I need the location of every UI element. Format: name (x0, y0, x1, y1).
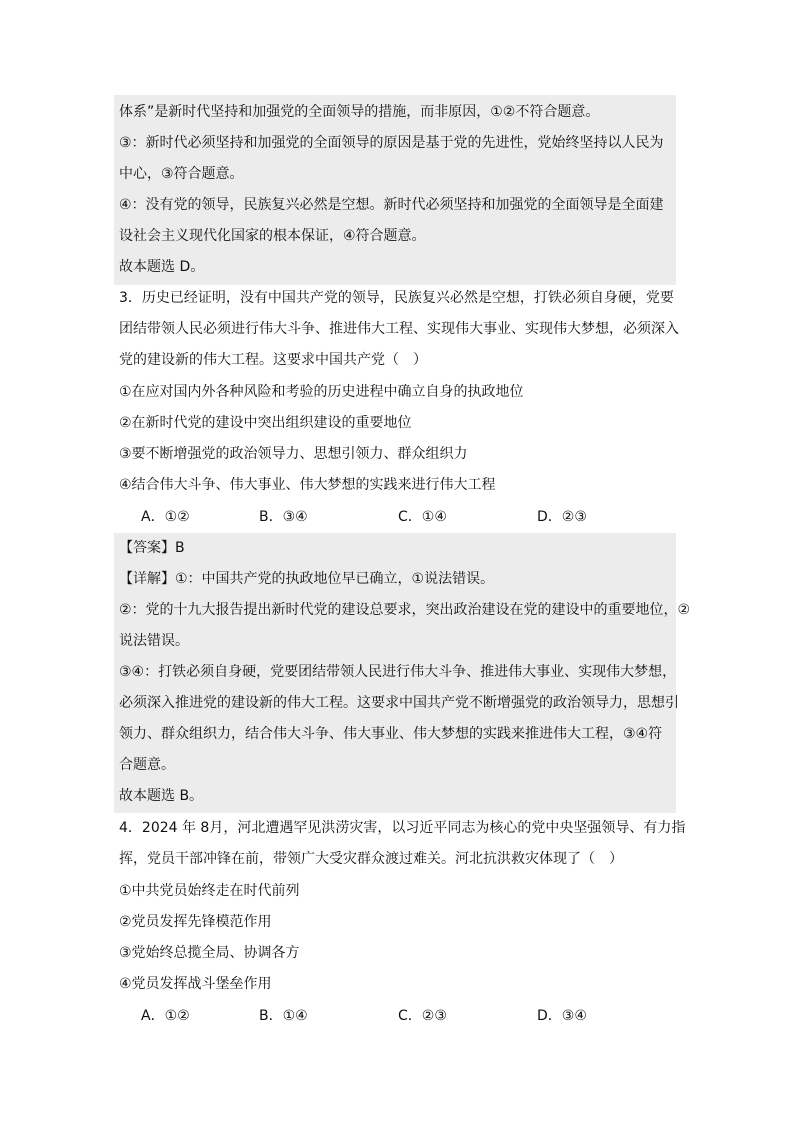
text-line: 合题意。 (119, 757, 175, 773)
answer-line: 【答案】B (119, 540, 185, 556)
text-line: ③：新时代必须坚持和加强党的全面领导的原因是基于党的先进性，党始终坚持以人民为 (119, 135, 664, 151)
text-line: ④：没有党的领导，民族复兴必然是空想。新时代必须坚持和加强党的全面领导是全面建 (119, 197, 664, 213)
question-item: ①中共党员始终走在时代前列 (119, 883, 300, 899)
question-item: ④结合伟大斗争、伟大事业、伟大梦想的实践来进行伟大工程 (119, 477, 496, 493)
option-a: A．①② (141, 509, 190, 525)
question-item: ①在应对国内外各种风险和考验的历史进程中确立自身的执政地位 (119, 384, 524, 400)
option-b: B．①④ (259, 1008, 308, 1024)
option-c: C．②③ (398, 1008, 447, 1024)
text-line: 故本题选 B。 (119, 788, 204, 804)
text-line: 中心，③符合题意。 (119, 166, 244, 182)
text-line: 【详解】①：中国共产党的执政地位早已确立，①说法错误。 (119, 571, 495, 587)
text-line: 故本题选 D。 (119, 259, 205, 275)
question-item: ②党员发挥先锋模范作用 (119, 914, 272, 930)
text-line: 领力、群众组织力，结合伟大斗争、伟大事业、伟大梦想的实践来推进伟大工程，③④符 (119, 726, 663, 742)
question-stem: 党的建设新的伟大工程。这要求中国共产党（ ） (119, 352, 427, 368)
text-line: ②：党的十九大报告提出新时代党的建设总要求，突出政治建设在党的建设中的重要地位，② (119, 602, 691, 618)
question-stem: 3．历史已经证明，没有中国共产党的领导，民族复兴必然是空想，打铁必须自身硬，党要 (119, 290, 674, 306)
question-item: ④党员发挥战斗堡垒作用 (119, 976, 272, 992)
question-item: ③党始终总揽全局、协调各方 (119, 945, 300, 961)
option-d: D．③④ (537, 1008, 587, 1024)
question-item: ②在新时代党的建设中突出组织建设的重要地位 (119, 415, 412, 431)
option-c: C．①④ (398, 509, 447, 525)
text-line: ③④：打铁必须自身硬，党要团结带领人民进行伟大斗争、推进伟大事业、实现伟大梦想， (119, 664, 677, 680)
text-line: 体系”是新时代坚持和加强党的全面领导的措施，而非原因，①②不符合题意。 (119, 104, 600, 120)
option-a: A．①② (141, 1008, 190, 1024)
text-line: 设社会主义现代化国家的根本保证，④符合题意。 (119, 228, 426, 244)
question-stem: 4．2024 年 8月，河北遭遇罕见洪涝灾害，以习近平同志为核心的党中央坚强领导、有力指 (119, 820, 686, 836)
question-item: ③要不断增强党的政治领导力、思想引领力、群众组织力 (119, 446, 468, 462)
option-d: D．②③ (537, 509, 587, 525)
question-stem: 挥，党员干部冲锋在前，带领广大受灾群众渡过难关。河北抗洪救灾体现了（ ） (119, 851, 623, 867)
option-b: B．③④ (259, 509, 308, 525)
question-stem: 团结带领人民必须进行伟大斗争、推进伟大工程、实现伟大事业、实现伟大梦想，必须深入 (119, 321, 679, 337)
text-line: 说法错误。 (119, 633, 189, 649)
text-line: 必须深入推进党的建设新的伟大工程。这要求中国共产党不断增强党的政治领导力，思想引 (119, 695, 679, 711)
